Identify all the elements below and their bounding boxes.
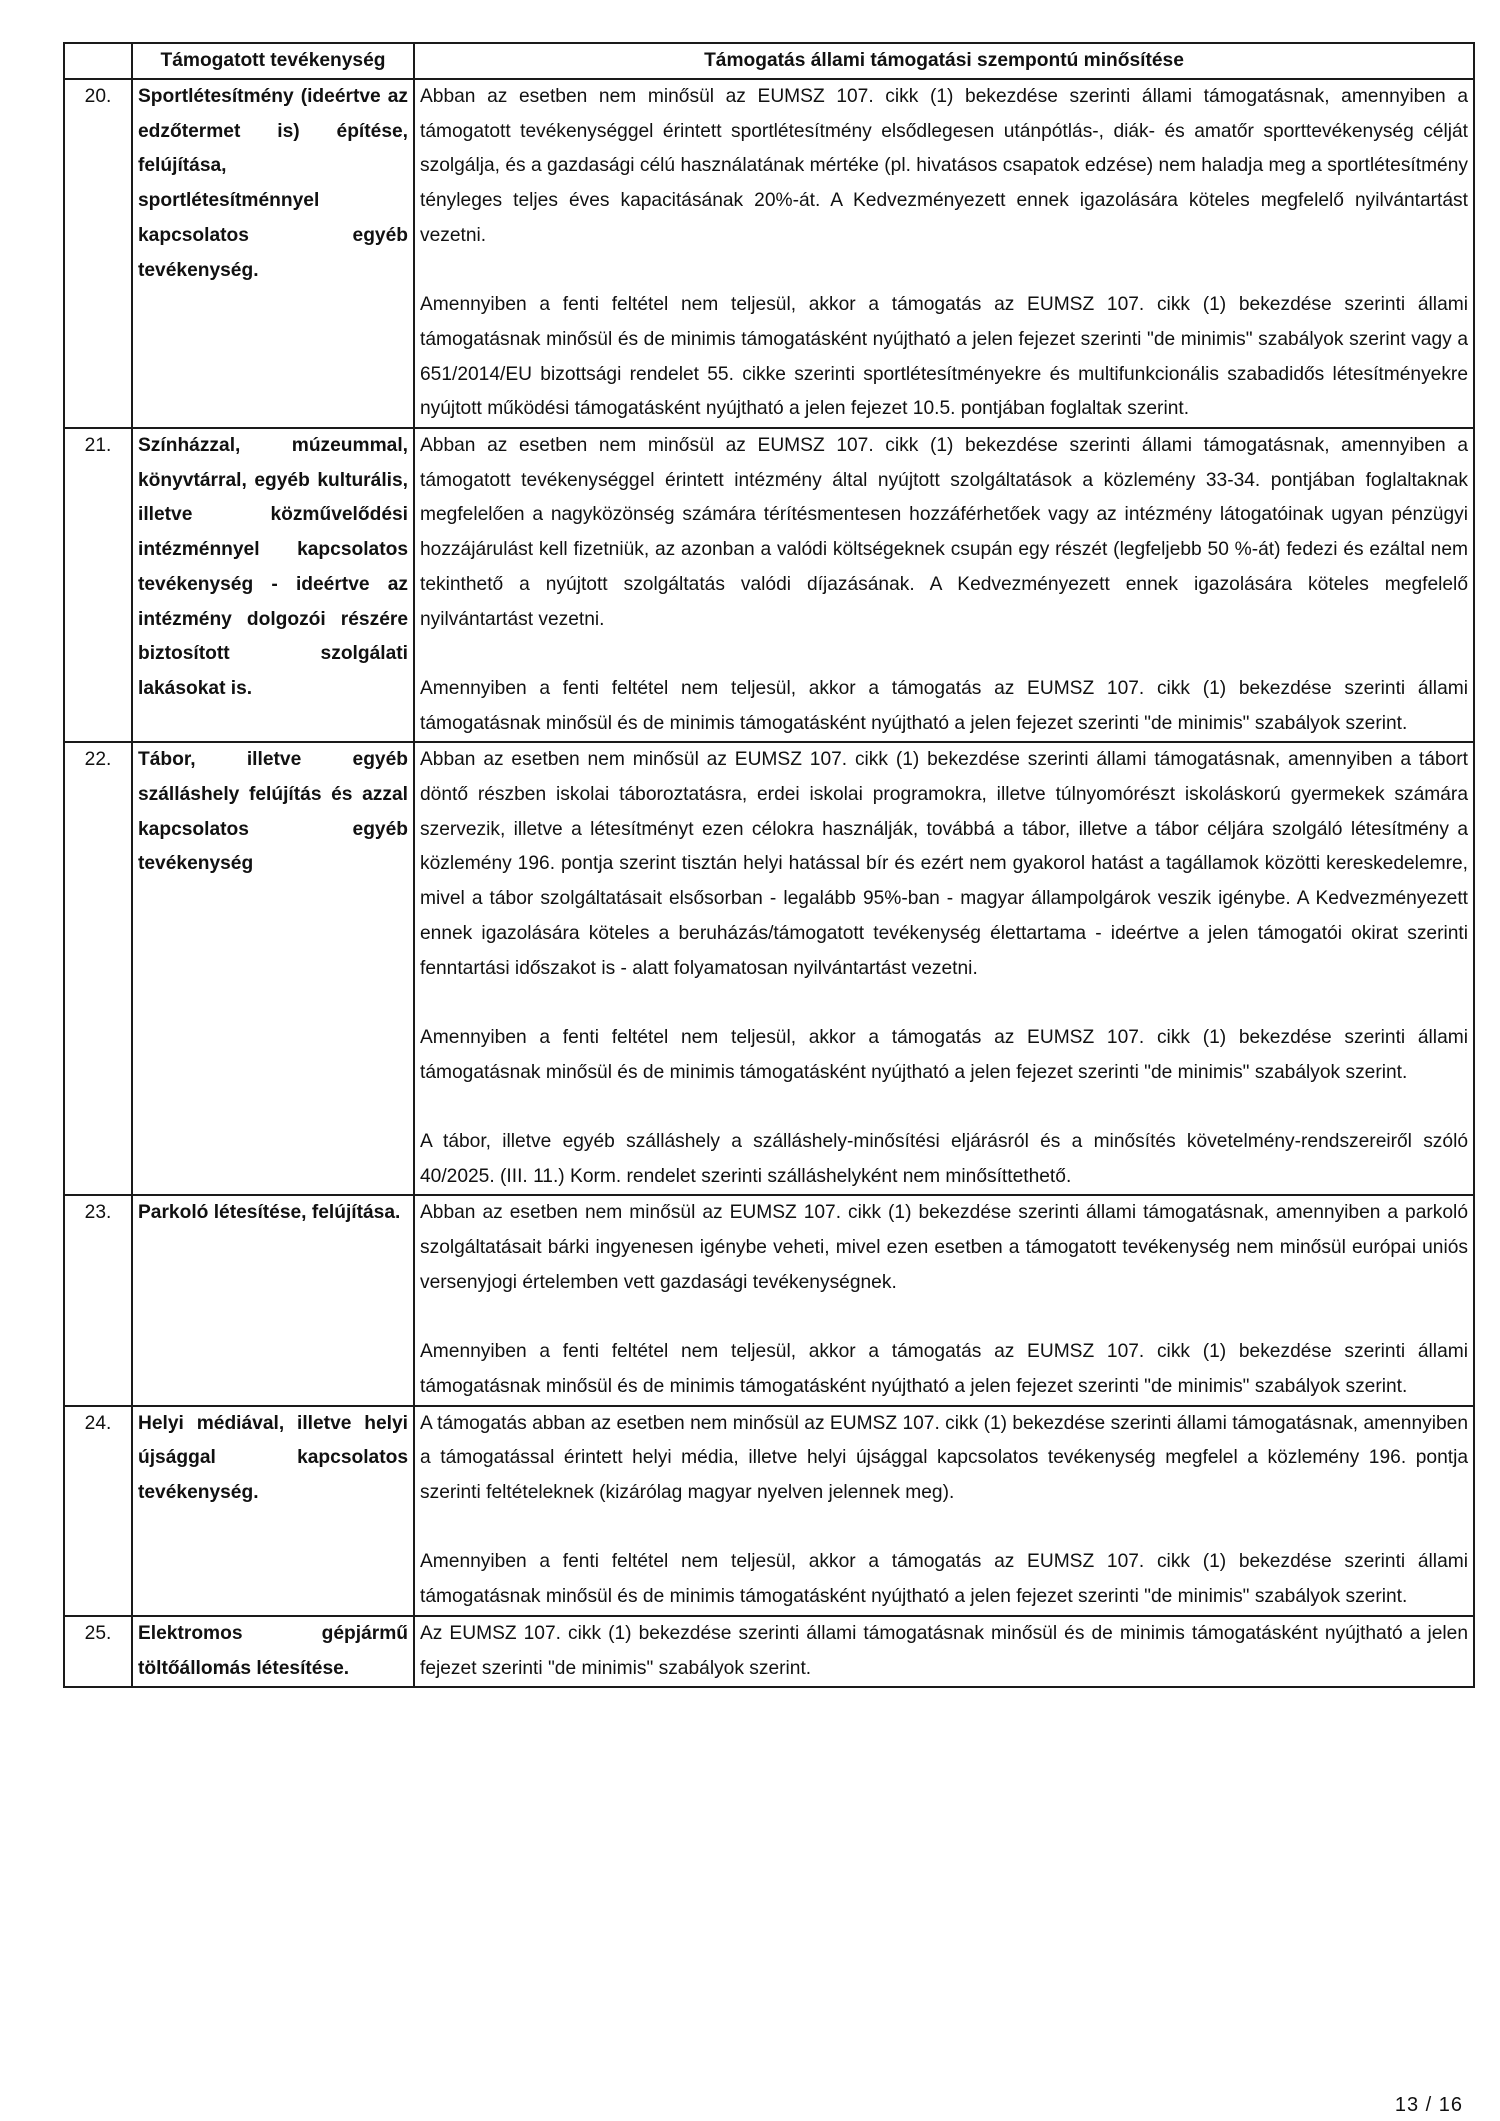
qualification-paragraph: A tábor, illetve egyéb szálláshely a szálláshely-minősítési eljárásról és a minősítés követelmény-rendszereiről szóló 40/2025. (III. 11.) Korm. rendelet szerinti szálláshelyként nem minősíttethető. xyxy=(420,1131,1468,1187)
row-qualification xyxy=(414,1616,1474,1687)
table-header-row xyxy=(64,43,1474,79)
row-qualification xyxy=(414,1195,1474,1405)
qualification-paragraph: Amennyiben a fenti feltétel nem teljesül, akkor a támogatás az EUMSZ 107. cikk (1) bekezdése szerinti állami támogatásnak minősül és de minimis támogatásként nyújtható a jelen fejezet szerinti "de minimis" szabályok szerint. xyxy=(420,1026,1468,1083)
qualification-paragraph: A támogatás abban az esetben nem minősül az EUMSZ 107. cikk (1) bekezdése szerinti állami támogatásnak, amennyiben a támogatással érintett helyi média, illetve helyi újsággal kapcsolatos tevékenység megfelel a közlemény 196. pontja szerinti feltételeknek (kizárólag magyar nyelven jelennek meg). xyxy=(420,1412,1468,1504)
qualification-paragraph: Amennyiben a fenti feltétel nem teljesül, akkor a támogatás az EUMSZ 107. cikk (1) bekezdése szerinti állami támogatásnak minősül és de minimis támogatásként nyújtható a jelen fejezet szerinti "de minimis" szabályok szerint. xyxy=(420,1551,1468,1608)
row-activity: Parkoló létesítése, felújítása. xyxy=(132,1195,414,1405)
header-qualification: Támogatás állami támogatási szempontú minősítése xyxy=(414,43,1474,79)
table-row xyxy=(64,742,1474,1195)
qualification-paragraph: Abban az esetben nem minősül az EUMSZ 107. cikk (1) bekezdése szerinti állami támogatásnak, amennyiben a parkoló szolgáltatásait bárki ingyenesen igénybe veheti, mivel ezen esetben a támogatott tevékenység nem minősül európai uniós versenyjogi értelemben vett gazdasági tevékenységnek. xyxy=(420,1202,1468,1293)
row-qualification xyxy=(414,428,1474,742)
row-number: 21. xyxy=(64,428,132,742)
qualification-paragraph: Amennyiben a fenti feltétel nem teljesül, akkor a támogatás az EUMSZ 107. cikk (1) bekezdése szerinti állami támogatásnak minősül és de minimis támogatásként nyújtható a jelen fejezet szerinti "de minimis" szabályok szerint. xyxy=(420,1341,1468,1397)
qualification-paragraph: Abban az esetben nem minősül az EUMSZ 107. cikk (1) bekezdése szerinti állami támogatásnak, amennyiben a támogatott tevékenységgel érintett intézmény által nyújtott szolgáltatások a közlemény 33-34. pontjában foglaltaknak megfelelően a nagyközönség számára térítésmentesen hozzáférhetőek vagy az intézmény látogatóinak ugyan pénzügyi hozzájárulást kell fizetniük, az azonban a valódi költségeknek csupán egy részét (legfeljebb 50 %-át) fedezi és ezáltal nem tekinthető a nyújtott szolgáltatás valódi díjazásának. A Kedvezményezett ennek igazolására köteles megfelelő nyilvántartást vezetni. xyxy=(420,435,1468,630)
table-row xyxy=(64,1406,1474,1616)
row-activity: Színházzal, múzeummal, könyvtárral, egyéb kulturális, illetve közművelődési intézménnyel kapcsolatos tevékenység - ideértve az intézmény dolgozói részére biztosított szolgálati lakásokat is. xyxy=(132,428,414,742)
row-qualification xyxy=(414,79,1474,428)
state-aid-table xyxy=(63,42,1475,1688)
qualification-paragraph: Az EUMSZ 107. cikk (1) bekezdése szerinti állami támogatásnak minősül és de minimis támogatásként nyújtható a jelen fejezet szerinti "de minimis" szabályok szerint. xyxy=(420,1622,1468,1679)
qualification-paragraph: Abban az esetben nem minősül az EUMSZ 107. cikk (1) bekezdése szerinti állami támogatásnak, amennyiben a támogatott tevékenységgel érintett sportlétesítmény elsődlegesen utánpótlás-, diák- és amatőr sporttevékenység célját szolgálja, és a gazdasági célú használatának mértéke (pl. hivatásos csapatok edzése) nem haladja meg a sportlétesítmény tényleges teljes éves kapacitásának 20%-át. A Kedvezményezett ennek igazolására köteles megfelelő nyilvántartást vezetni. xyxy=(420,86,1468,246)
row-number: 20. xyxy=(64,79,132,428)
table-row xyxy=(64,1616,1474,1687)
header-activity: Támogatott tevékenység xyxy=(132,43,414,79)
row-qualification xyxy=(414,1406,1474,1616)
table-row xyxy=(64,428,1474,742)
row-number: 22. xyxy=(64,742,132,1195)
row-activity: Tábor, illetve egyéb szálláshely felújítás és azzal kapcsolatos egyéb tevékenység xyxy=(132,742,414,1195)
table-row xyxy=(64,1195,1474,1405)
page-number: 13 / 16 xyxy=(1394,2094,1463,2116)
qualification-paragraph: Amennyiben a fenti feltétel nem teljesül, akkor a támogatás az EUMSZ 107. cikk (1) bekezdése szerinti állami támogatásnak minősül és de minimis támogatásként nyújtható a jelen fejezet szerinti "de minimis" szabályok szerint vagy a 651/2014/EU bizottsági rendelet 55. cikke szerinti sportlétesítményekre és multifunkcionális szabadidős létesítményekre nyújtott működési támogatásként nyújtható a jelen fejezet 10.5. pontjában foglaltak szerint. xyxy=(420,294,1468,420)
row-qualification xyxy=(414,742,1474,1195)
row-number: 23. xyxy=(64,1195,132,1405)
row-number: 25. xyxy=(64,1616,132,1687)
row-activity: Elektromos gépjármű töltőállomás létesítése. xyxy=(132,1616,414,1687)
table-row xyxy=(64,79,1474,428)
qualification-paragraph: Amennyiben a fenti feltétel nem teljesül, akkor a támogatás az EUMSZ 107. cikk (1) bekezdése szerinti állami támogatásnak minősül és de minimis támogatásként nyújtható a jelen fejezet szerinti "de minimis" szabályok szerint. xyxy=(420,677,1468,734)
header-num xyxy=(64,43,132,79)
row-activity: Helyi médiával, illetve helyi újsággal kapcsolatos tevékenység. xyxy=(132,1406,414,1616)
qualification-paragraph: Abban az esetben nem minősül az EUMSZ 107. cikk (1) bekezdése szerinti állami támogatásnak, amennyiben a tábort döntő részben iskolai táboroztatásra, erdei iskolai programokra, illetve túlnyomórészt iskoláskorú gyermekek számára szervezik, illetve a létesítményt ezen célokra használják, továbbá a tábor, illetve a tábor céljára szolgáló létesítmény a közlemény 196. pontja szerint tisztán helyi hatással bír és ezért nem gyakorol hatást a tagállamok közötti kereskedelemre, mivel a tábor szolgáltatásait elsősorban - legalább 95%-ban - magyar állampolgárok veszik igénybe. A Kedvezményezett ennek igazolására köteles a beruházás/támogatott tevékenység élettartama - ideértve a jelen támogatói okirat szerinti fenntartási időszakot is - alatt folyamatosan nyilvántartást vezetni. xyxy=(420,749,1468,979)
row-activity: Sportlétesítmény (ideértve az edzőtermet is) építése, felújítása, sportlétesítménnyel kapcsolatos egyéb tevékenység. xyxy=(132,79,414,428)
row-number: 24. xyxy=(64,1406,132,1616)
